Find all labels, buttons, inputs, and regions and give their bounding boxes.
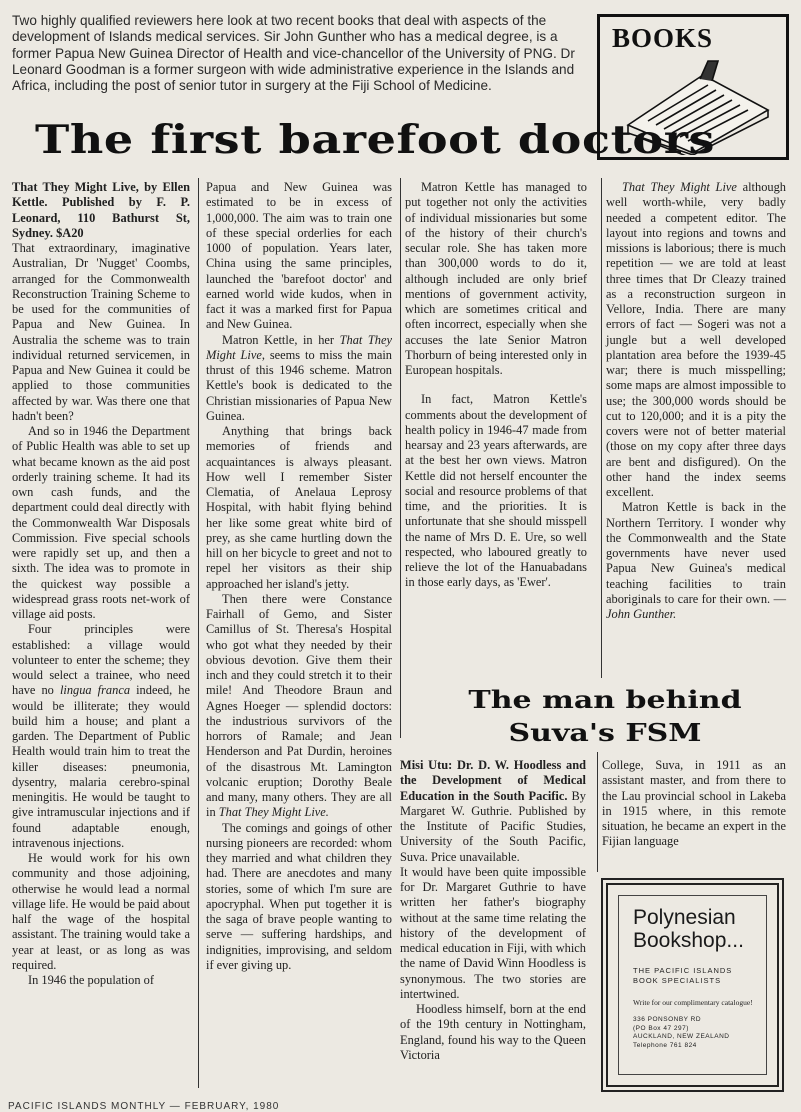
ad-address — [633, 1016, 758, 1050]
paragraph: In 1946 the population of — [28, 973, 154, 987]
text-run: , seems to miss the main thrust of this 1946 scheme. Matron Kettle's book is dedicated to the Christian missionaries of Papua New Guinea. — [206, 347, 392, 423]
column-divider — [601, 178, 602, 678]
address-line: 336 PONSONBY RD — [633, 1016, 702, 1023]
italic-title: That They Might Live. — [218, 805, 329, 820]
paragraph: The comings and goings of other nursing pioneers are recorded: whom they married and what children they had. There are anecdotes and many stories, some of which I'm sure are apocryphal. When put together it is the saga of brave people wanting to serve — suffering hardships, and indignities, improvising, and seldom if ever giving up. — [206, 820, 392, 972]
book-title: That They Might Live — [12, 180, 136, 194]
review2-column-2 — [602, 758, 786, 850]
headline-line: The man behind — [468, 685, 742, 714]
book-info: , by Ellen Kettle. Published by F. P. Leonard, 110 Bathurst St, Sydney. $A20 — [12, 180, 190, 240]
paragraph: And so in 1946 the Department of Public Health was able to set up what became known as the aid post orderly training scheme. It had its own cash funds, and the department could deal directly with the Commonwealth War Disposals Commission. Five special schools were rapidly set up, and then a sixth. The idea was to promote in the quickest way possible a widespread grass roots net-work of village aid posts. — [12, 424, 190, 621]
review-column-4 — [606, 180, 786, 622]
paragraph: Matron Kettle has managed to put together not only the activities of individual missionaries but some of the history of their church's secular role. She has taken more than 300,000 words to do it, although included are only brief mentions of government activity, which are sometimes critical and often incorrect, especially when she accuses the late Senior Matron Thorburn of being interested only in European hospitals. — [405, 180, 587, 377]
text-run: Matron Kettle, in her — [222, 332, 335, 347]
text-run: Then there were Constance Fairhall of Gemo, and Sister Camillus of St. Theresa's Hospital who got what they needed by their obvious devotion. Give them their inch and they could stretch it to their mile! And Theodore Braun and Agnes Hoeger — splendid doctors: the industrious survivors of the horrors of Ramale; and Jean Henderson and Pat Durdin, heroines of the disastrous Mt. Lamington volcanic eruption; Dorothy Beale and many, many others. They are all in — [206, 591, 392, 820]
column-divider — [597, 752, 598, 872]
ad-catalogue-offer: Write for our complimentary catalogue! — [633, 998, 753, 1007]
paragraph — [12, 622, 190, 851]
reviewer-signature: John Gunther. — [606, 607, 677, 621]
ad-subtitle-line: THE PACIFIC ISLANDS — [633, 966, 733, 975]
review-column-1 — [12, 180, 190, 988]
paragraph: He would work for his own community and those adjoining, otherwise he would lead a normal village life. He would be paid about half the wage of the hospital assistant. The training would take a year at least, or as long as was required. — [12, 851, 190, 972]
paragraph: It would have been quite impossible for Dr. Margaret Guthrie to have written her father's biography without at the same time relating the history of the development of medical education in Fiji, with which the name of David Winn Hoodless is synonymous. The two stories are intertwined. — [400, 864, 586, 1001]
review-column-2 — [206, 180, 392, 973]
headline-line: Suva's FSM — [508, 718, 702, 747]
paragraph: In fact, Matron Kettle's comments about the development of health policy in 1946-47 made from hearsay and 23 years afterwards, are at the best her own views. Matron Kettle did not herself encounter the social and resource problems of that time, and the priorities. It is unfortunate that she should misspell the name of Mrs D. E. Ure, so well respected, who laboured greatly to relieve the lot of the Hanuabadans in those early days, as 'Ewer'. — [405, 392, 587, 590]
paragraph — [206, 333, 392, 425]
page-footer: PACIFIC ISLANDS MONTHLY — FEBRUARY, 1980 — [8, 1101, 280, 1112]
review2-column-1 — [400, 758, 586, 1063]
paragraph — [206, 592, 392, 821]
text-run: Four principles were established: a village would volunteer to enter the scheme; they would select a trainee, who need have no — [12, 622, 190, 698]
text-run: indeed, he would be illiterate; they would build him a house; and plant a garden. The Department of Public Health would train him to treat the killer diseases: pneumonia, dysentry, malaria cerebro-spinal meningitis. He would be taught to give intramuscular injections and if found adaptable enough, intravenous injections. — [12, 683, 190, 850]
intro-paragraph: Two highly qualified reviewers here look at two recent books that deal with aspects of the development of Islands medical services. Sir John Gunther who has a medical degree, is a former Papua New Guinea Director of Health and vice-chancellor of the University of PNG. Dr Leonard Goodman is a former surgeon with wide administrative experience in the Islands and Africa, including the post of senior tutor in surgery at the Fiji School of Medicine. — [12, 13, 575, 94]
column-divider — [198, 178, 199, 1088]
address-line: Telephone 761 824 — [633, 1041, 697, 1049]
headline: The first barefoot doctors — [35, 117, 716, 163]
paragraph: Papua and New Guinea was estimated to be in excess of 1,000,000. The aim was to train one of these special orderlies for each 1000 of population. Years later, China using the same principles, launched the 'barefoot doctor' and earned world wide kudos, when in fact it was a marked first for Papua and New Guinea. — [206, 180, 392, 332]
italic-term: lingua franca — [59, 683, 131, 698]
address-line: AUCKLAND, NEW ZEALAND — [633, 1033, 730, 1040]
book-title: Misi Utu: Dr. D. W. Hoodless and the Development of Medical Education in the South Pacific. — [400, 758, 586, 803]
paragraph: Anything that brings back memories of friends and acquaintances is always pleasant. How well I remember Sister Clematia, of Anelaua Leprosy Hospital, with habit flying behind her like some great white bird of prey, as she came hurtling down the hill on her bicycle to greet and not to repel her visitors as their ship approached her island's jetty. — [206, 424, 392, 591]
italic-title: That They Might Live — [206, 332, 392, 362]
book-citation — [12, 180, 190, 241]
text-run: Matron Kettle is back in the Northern Territory. I wonder why the Commonwealth and the State governments have never used Papua New Guinea's medical teaching facilities to train aboriginals to care for their own. — — [606, 500, 786, 606]
ad-title: Polynesian — [633, 906, 736, 929]
address-line: (PO Box 47 297) — [633, 1024, 689, 1032]
section-label: BOOKS — [612, 23, 714, 53]
ad-title: Bookshop... — [633, 929, 744, 952]
italic-title: That They Might Live — [622, 180, 737, 194]
column-divider — [400, 178, 401, 738]
paragraph: College, Suva, in 1911 as an assistant master, and from there to the Lau provincial school in Lakeba in 1915 where, in this remote situation, he became an expert in the Fijian language — [602, 758, 786, 849]
ad-subtitle-line: BOOK SPECIALISTS — [633, 976, 722, 985]
book-info: By Margaret W. Guthrie. Published by the Institute of Pacific Studies, University of the South Pacific, Suva. Price unavailable. — [400, 788, 586, 864]
second-headline — [420, 683, 790, 749]
text-run: although well worth-while, very badly needed a competent editor. The layout into regions and towns and missions is laborious; there is much repetition — we are told at least three times that Dr Cleazy trained as a reconstruction surgeon in Vellore, India. There are many errors of fact — Sogeri was not a jungle but a well developed plantation area before the 1939-45 war; there is much misspelling; some maps are almost impossible to use; the 300,000 words should be cut to 120,000; and it is a pity the covers were not of better material (those on my copy after three days are bent and disfigured). On the other hand the index seems excellent. — [606, 180, 786, 499]
paragraph — [606, 500, 786, 622]
book-citation — [400, 758, 586, 865]
paragraph: That extraordinary, imaginative Australian, Dr 'Nugget' Coombs, arranged for the Commonwealth Reconstruction Training Scheme to be used for the communities of Papua and New Guinea. In Australia the scheme was to train individual returned servicemen, in Papua and New Guinea it could be applied to those communities affected by war. Was there one that hadn't been? — [12, 241, 190, 423]
review-column-3 — [405, 180, 587, 591]
paragraph — [606, 180, 786, 500]
paragraph: Hoodless himself, born at the end of the 19th century in Nottingham, England, found his way to the Queen Victoria — [400, 1002, 586, 1062]
polynesian-bookshop-ad — [601, 878, 784, 1092]
ad-subtitle — [633, 966, 758, 986]
